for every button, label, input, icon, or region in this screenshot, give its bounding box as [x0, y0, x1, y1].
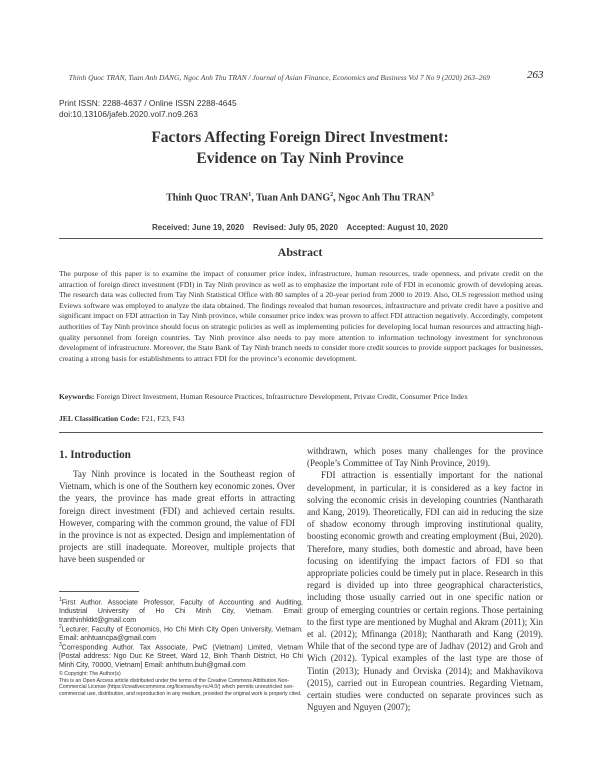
- keywords-text: Foreign Direct Investment, Human Resource Practices, Infrastructure Development, Private Credit, Consumer Price Index: [96, 392, 468, 401]
- author-2: Tuan Anh DANG: [256, 192, 331, 204]
- license-text: This is an Open Access article distributed under the terms of the Creative Commons Attribution Non-Commercial License (https://creativecommons.org/licenses/by-nc/4.0/) which permits unrestricted non-commercial use, distribution, and reproduction in any medium, provided the original work is properly cited.: [59, 677, 302, 697]
- author-1-affil: 1: [248, 192, 252, 198]
- footnote-1: [59, 596, 303, 625]
- keywords: [59, 392, 543, 401]
- author-list: Thinh Quoc TRAN$^1$, Tuan Anh DANG$^2$, Ngoc Anh Thu TRAN$^3$: [166, 192, 434, 204]
- footnote-rule: [59, 591, 139, 592]
- footnote-2-mark: 2: [59, 624, 62, 630]
- jel-text: F21, F23, F43: [141, 414, 185, 423]
- copyright-line: © Copyright: The Author(s): [59, 671, 121, 677]
- author-3: Ngoc Anh Thu TRAN: [338, 192, 431, 204]
- issn-line: Print ISSN: 2288-4637 / Online ISSN 2288-4645: [59, 98, 237, 108]
- intro-paragraph-2: withdrawn, which poses many challenges for the province (People’s Committee of Tay Ninh Province, 2019).: [307, 446, 543, 469]
- footnote-1-mark: 1: [59, 597, 62, 603]
- copyright-notice: [59, 671, 303, 697]
- author-1: Thinh Quoc TRAN: [166, 192, 249, 204]
- section-heading-introduction: 1. Introduction: [59, 449, 131, 461]
- title-line-2: Evidence on Tay Ninh Province: [196, 150, 404, 167]
- issn-block: [59, 98, 237, 120]
- abstract-body: The purpose of this paper is to examine the impact of consumer price index, infrastructure, human resources, trade openness, and private credit on the attraction of foreign direct investment (FDI) in Tay Ninh province as well as to emphasize the important role of FDI in economic growth of developing areas. The research data was collected from Tay Ninh Statistical Office with 80 samples of a 20-year period from 2000 to 2019. Also, OLS regression method using Eviews software was employed to analyze the data obtained. The findings revealed that human resources, infrastructure and private credit have a positive and significant impact on FDI attraction in Tay Ninh province, while consumer price index was proven to affect FDI attraction negatively. Accordingly, competent authorities of Tay Ninh province should focus on strategic policies as well as implementing policies for developing local human resources and attracting high-quality personnel from foreign countries. Tay Ninh province also needs to pay more attention to information technology investment for synchronous development of infrastructure. Moreover, the State Bank of Tay Ninh branch needs to consider more credit sources to provide support packages for businesses, creating a strong basis for establishments to attract FDI for the province’s economic development.: [59, 269, 543, 363]
- intro-paragraph-3: FDI attraction is essentially important for the national development, in particular, it is considered as a key factor in solving the economic crisis in developing countries (Nantharath and Kang, 2019). Theoretically, FDI can aid in reducing the size of shadow economy through improving institutional quality, boosting economic growth and creating employment (Bui, 2020). Therefore, many studies, both domestic and abroad, have been focusing on identifying the impact factors of FDI so that appropriate policies could be timely put in place. Research in this regard is divided up into three geographical characteristics, including those usually carried out in one specific nation or group of emerging countries or certain regions. Those pertaining to the first type are mentioned by Mughal and Akram (2011); Xin et al. (2012); Mfinanga (2018); Nantharath and Kang (2019). While that of the second type are of Jadhav (2012) and Groh and Wich (2012). Typical examples of the last type are those of Tintin (2013); Hunady and Orviska (2014); and Makhavikova (2015), carried out in European countries. Regarding Vietnam, certain studies were conducted on separate provinces such as Nguyen and Nguyen (2007);: [307, 470, 543, 713]
- doi-line[interactable]: doi:10.13106/jafeb.2020.vol7.no9.263: [59, 109, 198, 119]
- divider-top: [59, 238, 543, 239]
- right-column: [307, 445, 543, 713]
- submission-dates: Received: June 19, 2020 Revised: July 05, 2020 Accepted: August 10, 2020: [152, 223, 448, 232]
- footnote-2-text: Lecturer, Faculty of Economics, Ho Chi Minh City Open University, Vietnam. Email: anhtuancpa@gmail.com: [59, 626, 303, 642]
- jel-codes: [59, 414, 543, 423]
- footnote-3: [59, 641, 303, 670]
- title-line-1: Factors Affecting Foreign Direct Investment:: [151, 129, 449, 146]
- intro-paragraph-1: Tay Ninh province is located in the Southeast region of Vietnam, which is one of the Southern key economic zones. Over the years, the province has made great efforts in attracting foreign direct investment (FDI) and achieved certain results. However, comparing with the common ground, the value of FDI in the province is not as expected. Design and implementation of projects are still inadequate. Moreover, multiple projects that have been suspended or: [59, 469, 295, 565]
- page-number: 263: [527, 69, 544, 81]
- left-column: [59, 468, 295, 566]
- running-head: Thinh Quoc TRAN, Tuan Anh DANG, Ngoc Anh Thu TRAN / Journal of Asian Finance, Economics and Business Vol 7 No 9 (2020) 263–269: [68, 73, 490, 82]
- footnote-3-text: Corresponding Author. Tax Associate, PwC (Vietnam) Limited, Vietnam [Postal address: Ngo Duc Ke Street, Ward 12, Binh Thanh District, Ho Chi Minh City, 70000, Vietnam] Email: anhthutn.buh@gmail.com: [59, 644, 303, 669]
- keywords-label: Keywords:: [59, 392, 95, 401]
- divider-bottom: [59, 432, 543, 433]
- footnote-3-mark: 3: [59, 642, 62, 648]
- author-3-affil: 3: [430, 192, 434, 198]
- author-2-affil: 2: [330, 192, 334, 198]
- abstract-heading: Abstract: [277, 245, 323, 259]
- jel-label: JEL Classification Code:: [59, 414, 140, 423]
- paper-title: [0, 127, 600, 169]
- footnote-1-text: First Author. Associate Professor, Faculty of Accounting and Auditing, Industrial University of Ho Chi Minh City, Vietnam. Email: tranthinhktkt@gmail.com: [59, 599, 303, 624]
